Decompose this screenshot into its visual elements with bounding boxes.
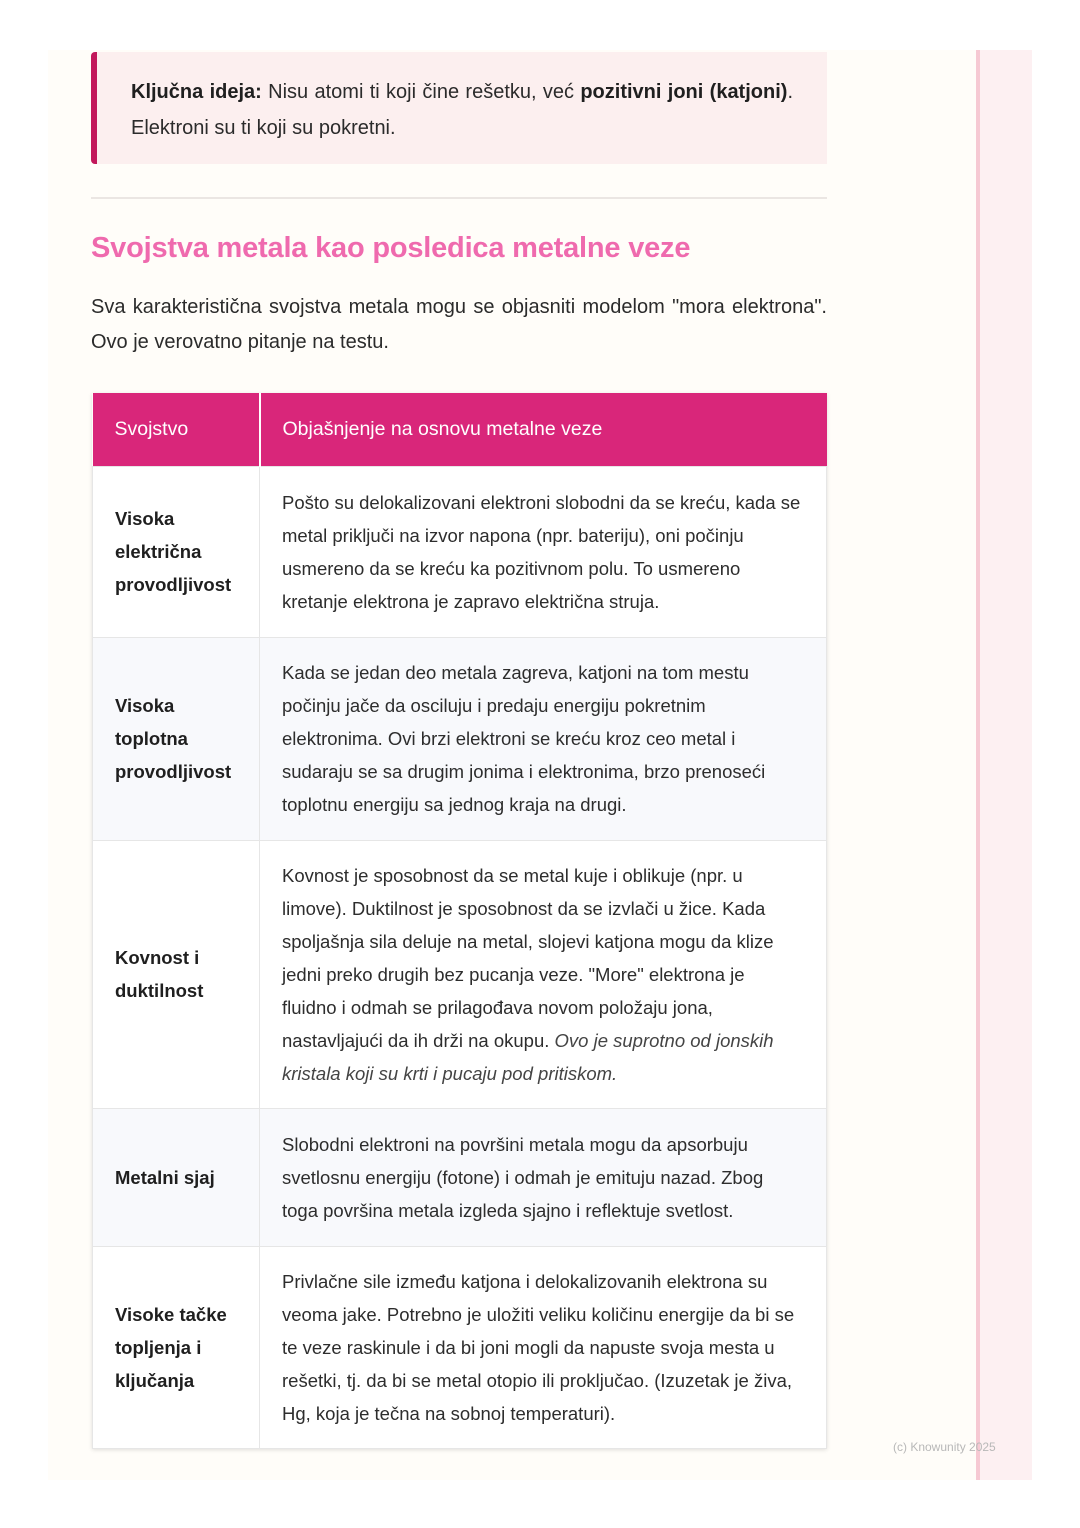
header-explanation: Objašnjenje na osnovu metalne veze	[260, 393, 827, 466]
table-header-row	[93, 393, 827, 466]
properties-table	[92, 393, 827, 1449]
table-row	[93, 840, 827, 1108]
table-row	[93, 1108, 827, 1246]
section-divider	[91, 197, 827, 199]
key-idea-text-2: . Elektroni su ti koji su pokretni.	[131, 81, 793, 139]
copyright-notice: (c) Knowunity 2025	[893, 1440, 996, 1454]
explanation-cell: Kada se jedan deo metala zagreva, katjoni na tom mestu počinju jače da osciluju i predaju energiju pokretnim elektronima. Ovi brzi elektroni se kreću kroz ceo metal i sudaraju se sa drugim jonima i elektronima, brzo prenoseći toplotnu energiju sa jednog kraja na drugi.	[260, 637, 827, 840]
table-row	[93, 1246, 827, 1448]
property-cell: Metalni sjaj	[93, 1108, 260, 1246]
explanation-cell	[260, 840, 827, 1108]
explanation-text: Kovnost je sposobnost da se metal kuje i oblikuje (npr. u limove). Duktilnost je sposobnost da se izvlači u žice. Kada spoljašnja sila deluje na metal, slojevi katjona mogu da klize jedni preko drugih bez pucanja veze. "More" elektrona je fluidno i odmah se prilagođava novom položaju jona, nastavljajući da ih drži na okupu.	[282, 864, 774, 1051]
key-idea-text-1: Nisu atomi ti koji čine rešetku, već	[261, 81, 581, 103]
property-cell: Visoka električna provodljivost	[93, 466, 260, 637]
explanation-italic-note: Ovo je suprotno od jonskih kristala koji su krti i pucaju pod pritiskom.	[282, 1029, 774, 1084]
explanation-cell: Pošto su delokalizovani elektroni slobodni da se kreću, kada se metal priključi na izvor napona (npr. bateriju), oni počinju usmereno da se kreću ka pozitivnom polu. To usmereno kretanje elektrona je zapravo električna struja.	[260, 466, 827, 637]
table-row	[93, 637, 827, 840]
side-margin-line	[976, 50, 980, 1480]
side-margin-strip	[976, 50, 1032, 1480]
section-title: Svojstva metala kao posledica metalne veze	[91, 232, 691, 264]
section-intro: Sva karakteristična svojstva metala mogu se objasniti modelom "mora elektrona". Ovo je verovatno pitanje na testu.	[91, 296, 827, 353]
property-cell: Visoke tačke topljenja i ključanja	[93, 1246, 260, 1448]
explanation-cell: Privlačne sile između katjona i delokalizovanih elektrona su veoma jake. Potrebno je uložiti veliku količinu energije da bi se te veze raskinule i da bi joni mogli da napuste svoja mesta u rešetki, tj. da bi se metal otopio ili proključao. (Izuzetak je živa, Hg, koja je tečna na sobnoj temperaturi).	[260, 1246, 827, 1448]
header-property: Svojstvo	[93, 393, 260, 466]
property-cell: Kovnost i duktilnost	[93, 840, 260, 1108]
key-idea-label: Ključna ideja:	[131, 81, 262, 103]
table-row	[93, 466, 827, 637]
explanation-cell: Slobodni elektroni na površini metala mogu da apsorbuju svetlosnu energiju (fotone) i odmah je emituju nazad. Zbog toga površina metala izgleda sjajno i reflektuje svetlost.	[260, 1108, 827, 1246]
property-cell: Visoka toplotna provodljivost	[93, 637, 260, 840]
key-idea-bold-term: pozitivni joni (katjoni)	[580, 81, 788, 103]
key-idea-callout	[91, 52, 827, 164]
